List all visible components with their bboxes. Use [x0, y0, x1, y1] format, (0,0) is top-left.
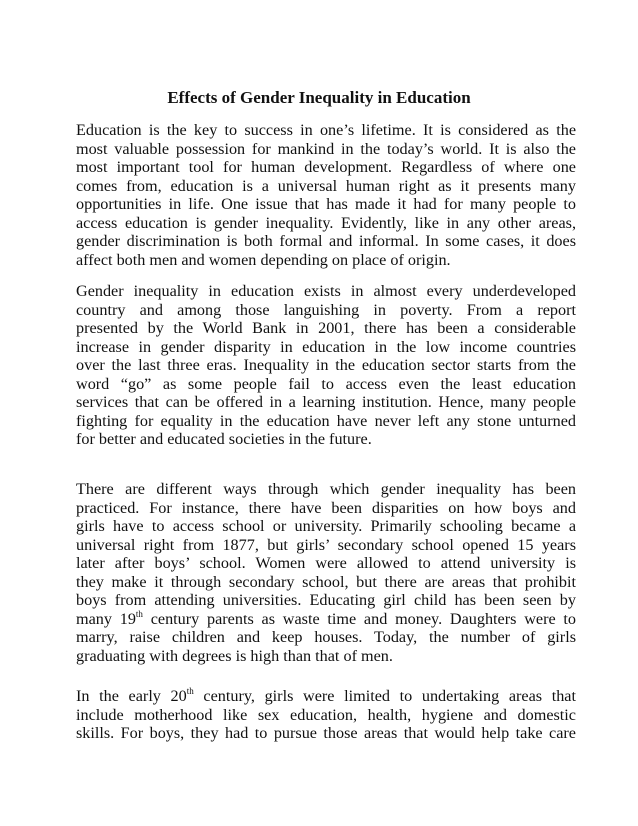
text-line: for better and educated societies in the future.: [76, 430, 372, 448]
paragraph-3: [76, 480, 576, 665]
text-line: affect both men and women depending on place of origin.: [76, 250, 451, 269]
text-line: marry, raise children and keep houses. Today, the number of girls: [76, 628, 576, 646]
text-line: country and among those languishing in poverty. From a report: [76, 300, 576, 319]
text-line: increase in gender disparity in education in the low income countries: [76, 337, 576, 356]
ordinal-superscript: th: [186, 686, 194, 696]
text-line: comes from, education is a universal human right as it presents many: [76, 176, 576, 195]
paragraph-1: [76, 121, 576, 269]
text-segment: many 19: [76, 609, 136, 628]
ordinal-superscript: th: [135, 608, 143, 619]
text-line: Education is the key to success in one’s lifetime. It is considered as the: [76, 121, 576, 139]
text-line-with-superscript: [76, 610, 576, 629]
text-line: later after boys’ school. Women were allowed to attend university is: [76, 554, 576, 572]
text-line: access education is gender inequality. Evidently, like in any other areas,: [76, 213, 576, 232]
text-segment: century, girls were limited to undertaking areas that: [193, 687, 576, 705]
text-line: universal right from 1877, but girls’ secondary school opened 15 years: [76, 535, 576, 554]
text-line: most valuable possession for mankind in the today’s world. It is also the: [76, 139, 576, 158]
text-line: There are different ways through which gender inequality has been: [76, 480, 576, 498]
text-line: services that can be offered in a learning institution. Hence, many people: [76, 393, 576, 411]
text-line: gender discrimination is both formal and informal. In some cases, it does: [76, 232, 576, 250]
text-line: girls have to access school or university. Primarily schooling became a: [76, 517, 576, 535]
text-line: Gender inequality in education exists in almost every underdeveloped: [76, 282, 576, 300]
paragraph-2: [76, 282, 576, 449]
text-line: most important tool for human development. Regardless of where one: [76, 158, 576, 176]
text-line: word “go” as some people fail to access even the least education: [76, 374, 576, 393]
text-line-with-superscript: [76, 687, 576, 706]
text-segment: century parents as waste time and money. Daughters were to: [142, 609, 576, 628]
text-line: include motherhood like sex education, health, hygiene and domestic: [76, 705, 576, 724]
text-line: they make it through secondary school, but there are areas that prohibit: [76, 572, 576, 591]
text-line: over the last three eras. Inequality in the education sector starts from the: [76, 356, 576, 374]
text-line: presented by the World Bank in 2001, there has been a considerable: [76, 319, 576, 337]
text-line: graduating with degrees is high than that of men.: [76, 646, 393, 665]
text-line: boys from attending universities. Educating girl child has been seen by: [76, 591, 576, 609]
text-line: fighting for equality in the education have never left any stone unturned: [76, 411, 576, 430]
text-line: practiced. For instance, there have been disparities on how boys and: [76, 498, 576, 517]
paragraph-4: [76, 687, 576, 743]
text-line: skills. For boys, they had to pursue those areas that would help take care: [76, 724, 576, 742]
text-segment: In the early 20: [76, 687, 187, 705]
text-line: opportunities in life. One issue that has made it had for many people to: [76, 195, 576, 213]
document-title: Effects of Gender Inequality in Education: [167, 88, 471, 107]
